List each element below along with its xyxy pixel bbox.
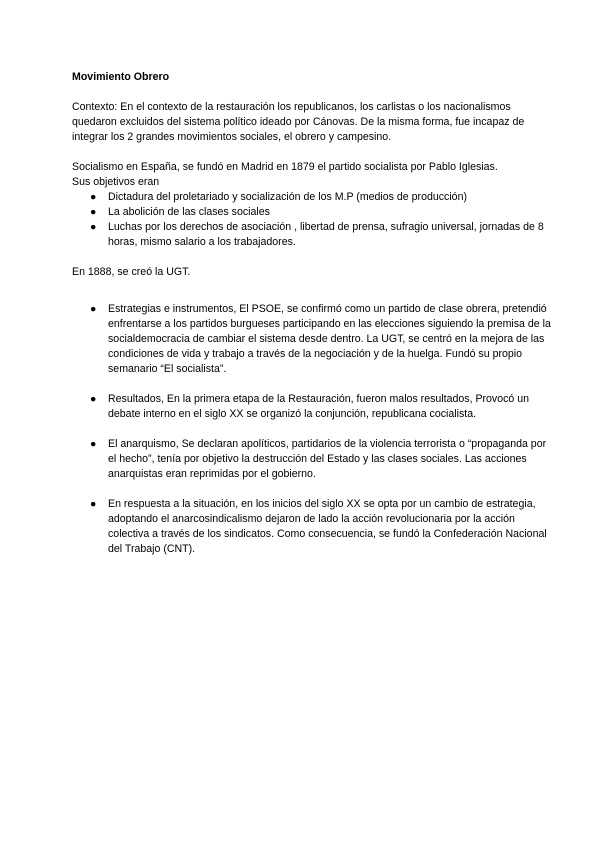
points-list (72, 302, 552, 557)
bullet-icon: ● (90, 303, 97, 315)
list-item (72, 190, 552, 205)
objectives-list (72, 190, 552, 250)
list-item (72, 220, 552, 250)
list-item (72, 302, 552, 377)
document-title: Movimiento Obrero (72, 71, 170, 83)
list-item-text: Estrategias e instrumentos, El PSOE, se confirmó como un partido de clase obrera, pretendió enfrentarse a los partidos burgueses participando en las elecciones siguiendo la premisa de la socialdemocracia de cambiar el sistema desde dentro. La UGT, se centró en la mejora de las condiciones de vida y trabajo a través de la negociación y de la huelga. Fundó su propio semanario “El socialista”. (108, 303, 551, 375)
bullet-icon: ● (90, 393, 97, 405)
document-page (72, 70, 552, 572)
list-item (72, 497, 552, 557)
list-item (72, 205, 552, 220)
list-item (72, 437, 552, 482)
bullet-icon: ● (90, 498, 97, 510)
ugt-paragraph: En 1888, se creó la UGT. (72, 266, 191, 278)
list-item (72, 392, 552, 422)
list-item-text: La abolición de las clases sociales (108, 206, 270, 218)
socialism-intro: Socialismo en España, se fundó en Madrid en 1879 el partido socialista por Pablo Iglesias. (72, 161, 498, 173)
list-item-text: Dictadura del proletariado y socialización de los M.P (medios de producción) (108, 191, 467, 203)
bullet-icon: ● (90, 191, 97, 203)
list-item-text: Luchas por los derechos de asociación , libertad de prensa, sufragio universal, jornadas de 8 horas, mismo salario a los trabajadores. (108, 221, 544, 248)
bullet-icon: ● (90, 206, 97, 218)
bullet-icon: ● (90, 438, 97, 450)
objectives-intro: Sus objetivos eran (72, 176, 160, 188)
list-item-text: Resultados, En la primera etapa de la Restauración, fueron malos resultados, Provocó un debate interno en el siglo XX se organizó la conjunción, republicana cocialista. (108, 393, 530, 420)
list-item-text: El anarquismo, Se declaran apolíticos, partidarios de la violencia terrorista o “propaganda por el hecho”, tenía por objetivo la destrucción del Estado y las clases sociales. Las acciones anarquistas eran reprimidas por el gobierno. (108, 438, 547, 480)
list-item-text: En respuesta a la situación, en los inicios del siglo XX se opta por un cambio de estrategia, adoptando el anarcosindicalismo dejaron de lado la acción revolucionaria por la acción colectiva a través de los sindicatos. Como consecuencia, se fundó la Confederación Nacional del Trabajo (CNT). (108, 498, 547, 555)
bullet-icon: ● (90, 221, 97, 233)
context-paragraph: Contexto: En el contexto de la restauración los republicanos, los carlistas o los nacionalismos quedaron excluidos del sistema político ideado por Cánovas. De la misma forma, fue incapaz de integrar los 2 grandes movimientos sociales, el obrero y campesino. (72, 101, 525, 143)
